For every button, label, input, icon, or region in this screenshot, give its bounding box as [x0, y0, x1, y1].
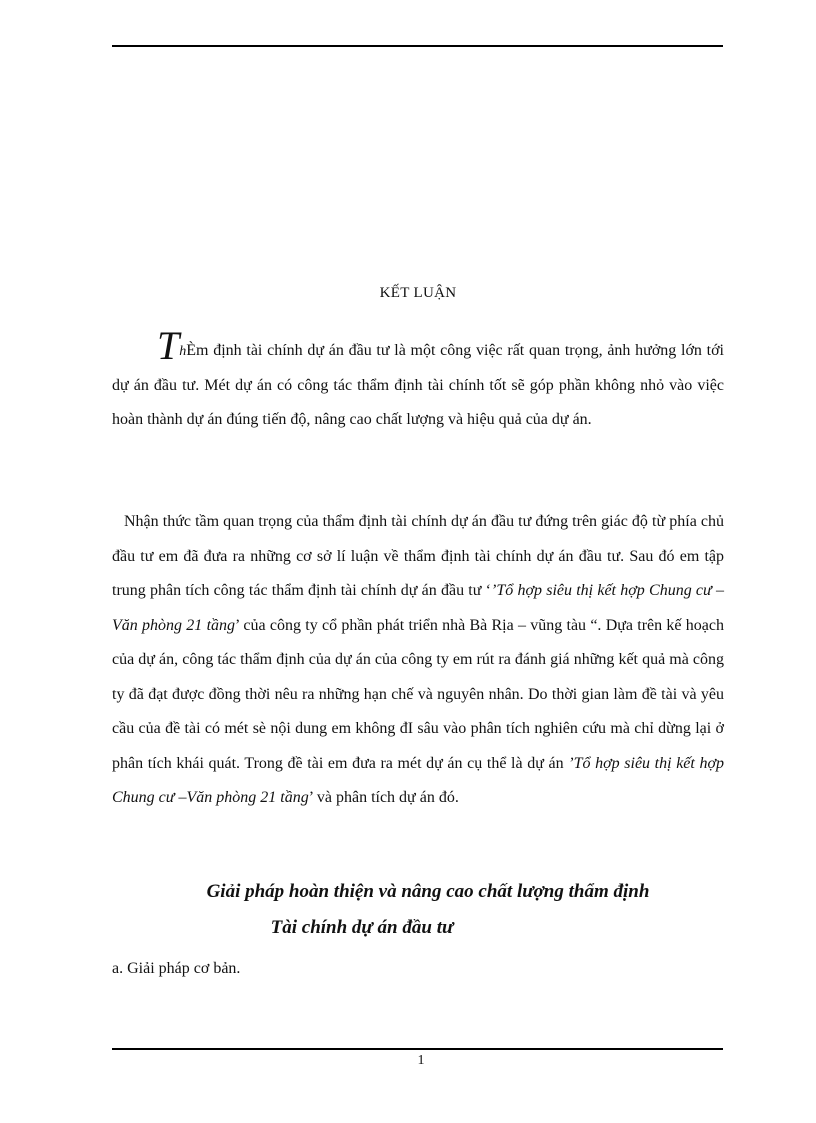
paragraph-conclusion-part2: ’ của công ty cổ phần phát triển nhà Bà Rịa – vũng tàu “. Dựa trên kế hoạch của dự án, công tác thẩm định của dự án của công ty em rút ra đánh giá những kết quả mà công ty đã đạt được đồng thời nêu ra những hạn chế và nguyên nhân. Do thời gian làm đề tài và yêu cầu của đề tài có mét sè nội dung em không đI sâu vào phân tích nghiên cứu mà chỉ dừng lại ở phân tích khái quát. Trong đề tài em đưa ra mét dự án cụ thể là dự án: [112, 616, 724, 772]
page-number: 1: [417, 1053, 425, 1068]
paragraph-conclusion-part1: Nhận thức tầm quan trọng của thẩm định tài chính dự án đầu tư đứng trên giác độ từ phía chủ đầu tư em đã đưa ra những cơ sở lí luận về thẩm định tài chính dự án đầu tư. Sau đó em tập trung phân tích công tác thẩm định tài chính dự án đầu tư ‘: [112, 513, 724, 599]
subheading: a. Giải pháp cơ bản.: [112, 960, 241, 977]
footer-rule: [112, 1048, 723, 1050]
paragraph-intro: [112, 323, 724, 437]
section-heading-line2: Tài chính dự án đầu tư: [270, 917, 454, 938]
paragraph-conclusion-part3: ’ và phân tích dự án đó.: [308, 789, 459, 806]
paragraph-conclusion: [112, 505, 724, 816]
drop-cap: T: [157, 323, 180, 368]
project-name-1: ’Tổ hợp siêu thị kết hợp Chung cư –Văn phòng 21 tầng: [112, 582, 724, 634]
drop-cap-rest: h: [179, 344, 187, 359]
section-heading-line1: Giải pháp hoàn thiện và nâng cao chất lượng thẩm định: [206, 881, 650, 902]
page-title: KẾT LUẬN: [379, 285, 457, 301]
header-rule: [112, 45, 723, 47]
project-name-2: ’Tổ hợp siêu thị kết hợp Chung cư –Văn phòng 21 tầng: [112, 754, 725, 806]
paragraph-intro-text: Èm định tài chính dự án đầu tư là một công việc rất quan trọng, ảnh hưởng lớn tới dự án đầu tư. Mét dự án có công tác thẩm định tài chính tốt sẽ góp phần không nhỏ vào việc hoàn thành dự án đúng tiến độ, nâng cao chất lượng và hiệu quả của dự án.: [112, 342, 724, 428]
